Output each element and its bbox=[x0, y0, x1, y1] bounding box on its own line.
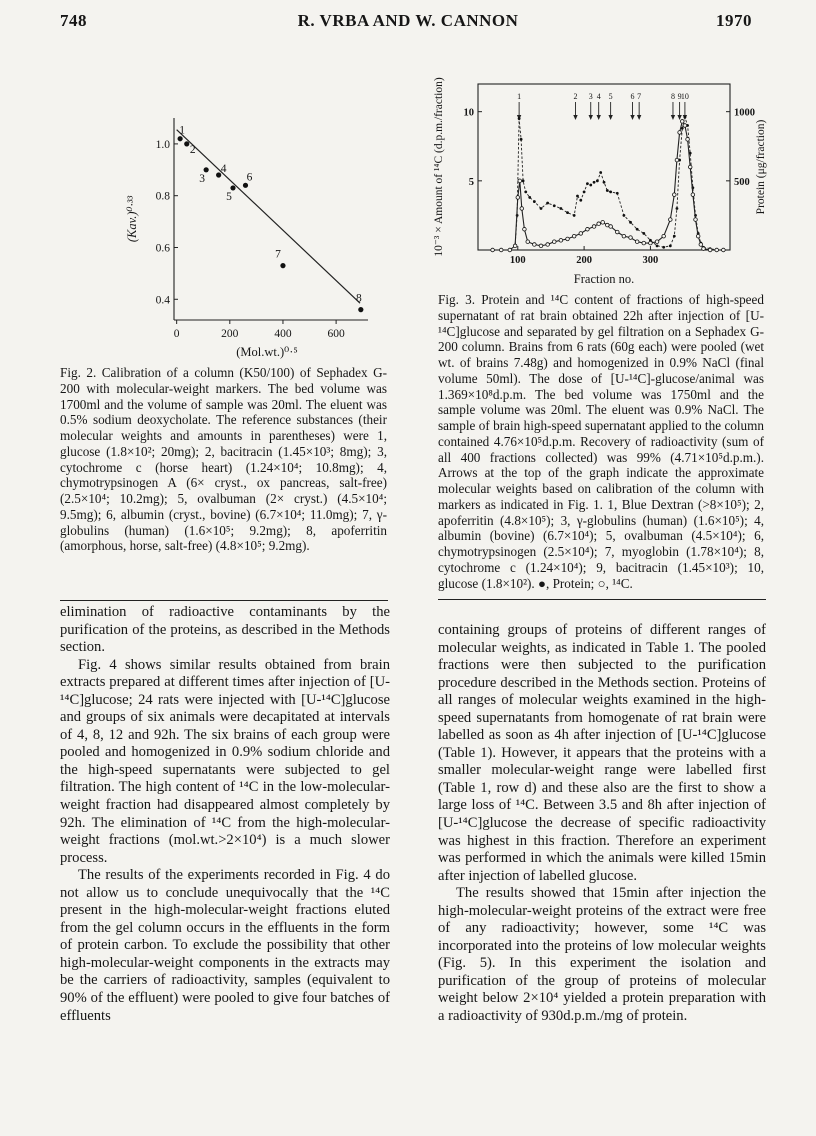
protein-point bbox=[576, 195, 579, 198]
y-right-tick-label: 1000 bbox=[734, 107, 755, 119]
c14-point bbox=[520, 207, 524, 211]
marker-arrowhead bbox=[596, 115, 600, 120]
protein-point bbox=[522, 179, 525, 182]
c14-point bbox=[642, 241, 646, 245]
data-point bbox=[184, 141, 189, 146]
fit-line bbox=[177, 130, 360, 304]
protein-point bbox=[573, 214, 576, 217]
x-axis-label: (Mol.wt.)⁰·⁵ bbox=[236, 345, 298, 359]
c14-point bbox=[579, 232, 583, 236]
point-label: 2 bbox=[189, 143, 196, 156]
point-label: 6 bbox=[246, 171, 253, 184]
protein-point bbox=[586, 182, 589, 185]
figure-3-chart bbox=[428, 74, 768, 292]
right-paragraph: containing groups of proteins of different ranges of molecular weights, as indicated in Table 1. The pooled fractions were then subjected to the purification procedure described in the Methods section. Proteins of all ranges of molecular weights examined in the high-speed supernatants from homogenate of rat brain were labelled as soon as 4h after injection of [U-¹⁴C]glucose (Table 1). However, it appears that the proteins with a smaller molecular-weight range were labelled first (Table 1, row d) and these also are the first to show a large loss of ¹⁴C. Between 3.5 and 8h after injection of [U-¹⁴C]glucose the decrease of specific radioactivity was highest in this fraction. Therefore an experiment was performed in which the animals were killed 15min after injection of labelled glucose. bbox=[438, 622, 766, 884]
page-number: 748 bbox=[60, 11, 87, 30]
marker-arrowhead bbox=[573, 115, 577, 120]
arrow-label: 8 bbox=[670, 92, 675, 101]
c14-point bbox=[491, 248, 495, 252]
right-paragraph: The results showed that 15min after injection the high-molecular-weight proteins of the extract were free of any radioactivity; however, some ¹⁴C was incorporated into the proteins of low molecular weights (Fig. 5). In this experiment the isolation and purification of the group of proteins of molecular weight below 2×10⁴ yielded a protein preparation with a radioactivity of 930d.p.m./mg of protein. bbox=[438, 885, 766, 1025]
protein-point bbox=[579, 199, 582, 202]
arrow-label: 10 bbox=[680, 92, 689, 101]
protein-point bbox=[596, 179, 599, 182]
x-tick-label: 300 bbox=[642, 255, 659, 266]
c14-point bbox=[715, 248, 719, 252]
protein-point bbox=[583, 191, 586, 194]
protein-point bbox=[662, 246, 665, 249]
y-tick-label: 0.8 bbox=[155, 190, 170, 203]
c14-point bbox=[662, 234, 666, 238]
protein-point bbox=[566, 211, 569, 214]
c14-point bbox=[499, 248, 503, 252]
y-tick-label: 1.0 bbox=[155, 138, 170, 151]
c14-point bbox=[655, 240, 659, 244]
protein-point bbox=[676, 207, 679, 210]
c14-point bbox=[680, 120, 684, 124]
c14-point bbox=[702, 247, 706, 251]
x-tick-label: 200 bbox=[576, 255, 592, 266]
protein-point bbox=[599, 171, 602, 174]
running-head-authors: R. VRBA AND W. CANNON bbox=[297, 11, 519, 30]
c14-point bbox=[615, 230, 619, 234]
c14-point bbox=[513, 244, 517, 248]
c14-point bbox=[533, 243, 537, 247]
x-tick-label: 400 bbox=[274, 328, 292, 340]
protein-point bbox=[528, 196, 531, 199]
figure-2-chart bbox=[110, 100, 380, 362]
c14-point bbox=[696, 234, 700, 238]
y-left-tick-label: 5 bbox=[468, 176, 474, 188]
c14-point bbox=[516, 196, 520, 200]
x-tick-label: 0 bbox=[173, 328, 180, 340]
protein-point bbox=[636, 228, 639, 231]
data-point bbox=[280, 263, 285, 268]
protein-point bbox=[629, 221, 632, 224]
point-label: 7 bbox=[275, 248, 281, 261]
protein-point bbox=[540, 207, 543, 210]
y-left-axis-label: 10⁻³ × Amount of ¹⁴C (d.p.m./fraction) bbox=[433, 77, 445, 257]
c14-point bbox=[635, 240, 639, 244]
protein-point bbox=[546, 202, 549, 205]
series-line-protein bbox=[493, 117, 724, 250]
marker-arrowhead bbox=[671, 115, 675, 120]
marker-arrowhead bbox=[677, 115, 681, 120]
c14-point bbox=[609, 225, 613, 229]
c14-point bbox=[699, 243, 703, 247]
c14-point bbox=[649, 241, 653, 245]
c14-point bbox=[552, 240, 556, 244]
c14-point bbox=[597, 222, 601, 226]
c14-point bbox=[592, 225, 596, 229]
arrow-label: 4 bbox=[596, 92, 601, 101]
c14-point bbox=[691, 193, 695, 197]
y-tick-label: 0.6 bbox=[155, 242, 170, 255]
x-tick-label: 200 bbox=[221, 328, 239, 340]
c14-point bbox=[601, 221, 605, 225]
arrow-label: 7 bbox=[637, 92, 642, 101]
protein-point bbox=[642, 232, 645, 235]
x-axis-label: Fraction no. bbox=[573, 272, 635, 286]
point-label: 4 bbox=[220, 162, 227, 175]
c14-point bbox=[566, 237, 570, 241]
c14-point bbox=[572, 234, 576, 238]
protein-point bbox=[520, 138, 523, 141]
protein-point bbox=[606, 189, 609, 192]
left-paragraph: The results of the experiments recorded in Fig. 4 do not allow us to conclude unequivocally that the ¹⁴C present in the high-molecular-weight fractions eluted from the gel column occurs in the effluents in the form of protein carbon. To exclude the possibility that other high-molecular-weight components in the extracts may be the carriers of radioactivity, samples (equivalent to 90% of the effluent) were pooled to give four batches of effluents bbox=[60, 867, 390, 1024]
protein-point bbox=[673, 235, 676, 238]
marker-arrowhead bbox=[608, 115, 612, 120]
figure-3-rule bbox=[438, 599, 766, 600]
c14-point bbox=[526, 240, 530, 244]
c14-point bbox=[686, 138, 690, 142]
c14-point bbox=[523, 227, 527, 231]
protein-point bbox=[518, 117, 521, 120]
arrow-label: 1 bbox=[517, 92, 522, 101]
c14-point bbox=[694, 218, 698, 222]
c14-point bbox=[546, 243, 550, 247]
point-label: 5 bbox=[226, 190, 232, 203]
left-paragraph: Fig. 4 shows similar results obtained from brain extracts prepared at different times after injection of [U-¹⁴C]glucose; 24 rats were injected with [U-¹⁴C]glucose and groups of six animals were decapitated at intervals of 4, 8, 12 and 92h. The six brains of each group were pooled and homogenized in 0.9% sodium chloride and the high-speed supernatants were subjected to gel filtration. The high content of ¹⁴C in the low-molecular-weight fraction had disappeared almost completely by 92h. The elimination of ¹⁴C from the high-molecular-weight fractions (mol.wt.>2×10⁴) is a much slower process. bbox=[60, 656, 390, 866]
protein-point bbox=[622, 214, 625, 217]
marker-arrowhead bbox=[637, 115, 641, 120]
data-point bbox=[358, 307, 363, 312]
right-column bbox=[438, 622, 766, 1026]
protein-point bbox=[533, 200, 536, 203]
arrow-label: 3 bbox=[588, 92, 593, 101]
protein-point bbox=[524, 191, 527, 194]
left-column bbox=[60, 604, 390, 1025]
protein-point bbox=[593, 181, 596, 184]
arrow-label: 2 bbox=[573, 92, 578, 101]
protein-point bbox=[684, 116, 687, 119]
c14-point bbox=[518, 179, 522, 183]
protein-point bbox=[616, 192, 619, 195]
data-point bbox=[204, 167, 209, 172]
figure-3-caption: Fig. 3. Protein and ¹⁴C content of fractions of high-speed supernatant of rat brain obtained 22h after injection of [U-¹⁴C]glucose and separated by gel filtration on a Sephadex G-200 column. Brains from 6 rats (60g each) were pooled (wet wt. of brains 7.48g) and homogenized in 0.9% NaCl (final volume 50ml). The dose of [U-¹⁴C]-glucose/animal was 1.369×10⁸d.p.m. The bed volume was 1750ml and the sample volume was 20ml. The eluent was 0.9% NaCl. The sample of brain high-speed supernatant applied to the column contained 4.76×10⁵d.p.m. Recovery of radioactivity (sum of all 400 fractions collected) was 99% (4.71×10⁵d.p.m.). Arrows at the top of the graph indicate the approximate molecular weights based on calibration of the column with markers as indicated in Fig. 1. 1, Blue Dextran (>8×10⁵); 2, apoferritin (4.8×10⁵); 3, γ-globulins (human) (1.6×10⁵); 4, albumin (bovine) (6.7×10⁴); 5, ovalbuman (4.5×10⁴); 6, chymotrypsinogen (2.5×10⁴); 7, myoglobin (1.78×10⁴); 8, cytochrome c (1.24×10⁴); 9, bacitracin (1.45×10³); 10, glucose (1.8×10²). ●, Protein; ○, ¹⁴C. bbox=[438, 292, 764, 591]
y-tick-label: 0.4 bbox=[155, 294, 170, 307]
left-paragraph: elimination of radioactive contaminants by the purification of the proteins, as described in the Methods section. bbox=[60, 604, 390, 656]
point-label: 3 bbox=[199, 172, 206, 185]
figure-2-caption: Fig. 2. Calibration of a column (K50/100) of Sephadex G-200 with molecular-weight markers. The bed volume was 1700ml and the volume of sample was 20ml. The eluent was 0.5% sodium deoxycholate. The reference substances (their molecular weights and amounts in parentheses) were 1, glucose (1.8×10²; 20mg); 2, bacitracin (1.45×10³; 8mg); 3, cytochrome c (horse heart) (1.24×10⁴; 10.8mg); 4, chymotrypsinogen A (6× cryst., ox pancreas, salt-free) (2.5×10⁴; 10.2mg); 5, ovalbuman (2× cryst.) (4.5×10⁴; 9.5mg); 6, albumin (cryst., bovine) (6.7×10⁴; 11.0mg); 7, γ-globulins (human) (1.6×10⁵; 9.2mg); 8, apoferritin (amorphous, horse, salt-free) (4.8×10⁵; 9.2mg). bbox=[60, 365, 387, 554]
c14-point bbox=[622, 234, 626, 238]
point-label: 8 bbox=[355, 292, 362, 305]
y-left-tick-label: 10 bbox=[463, 107, 474, 119]
c14-point bbox=[559, 239, 563, 243]
protein-point bbox=[656, 244, 659, 247]
c14-point bbox=[669, 218, 673, 222]
c14-point bbox=[708, 248, 712, 252]
y-axis-label: (Kav.)⁰·³³ bbox=[125, 195, 139, 243]
c14-point bbox=[586, 227, 590, 231]
x-tick-label: 600 bbox=[327, 328, 345, 340]
x-tick-label: 100 bbox=[509, 255, 526, 266]
c14-point bbox=[688, 165, 692, 169]
data-point bbox=[230, 185, 235, 190]
c14-point bbox=[508, 248, 512, 252]
protein-point bbox=[589, 184, 592, 187]
y-right-tick-label: 500 bbox=[734, 176, 750, 188]
c14-point bbox=[629, 236, 633, 240]
protein-point bbox=[553, 204, 556, 207]
protein-point bbox=[669, 244, 672, 247]
y-right-axis-label: Protein (μg/fraction) bbox=[755, 119, 767, 215]
arrow-label: 9 bbox=[677, 92, 682, 101]
c14-point bbox=[722, 248, 726, 252]
c14-point bbox=[539, 244, 543, 248]
data-point bbox=[178, 136, 183, 141]
running-head-year: 1970 bbox=[716, 11, 752, 30]
arrow-label: 5 bbox=[608, 92, 613, 101]
arrow-label: 6 bbox=[630, 92, 635, 101]
protein-point bbox=[609, 191, 612, 194]
figure-2-rule bbox=[60, 600, 388, 601]
c14-point bbox=[678, 131, 682, 135]
c14-point bbox=[675, 158, 679, 162]
protein-point bbox=[603, 181, 606, 184]
marker-arrowhead bbox=[630, 115, 634, 120]
marker-arrowhead bbox=[589, 115, 593, 120]
data-point bbox=[243, 183, 248, 188]
protein-point bbox=[559, 207, 562, 210]
c14-point bbox=[683, 124, 687, 128]
point-label: 1 bbox=[179, 124, 185, 137]
c14-point bbox=[672, 193, 676, 197]
